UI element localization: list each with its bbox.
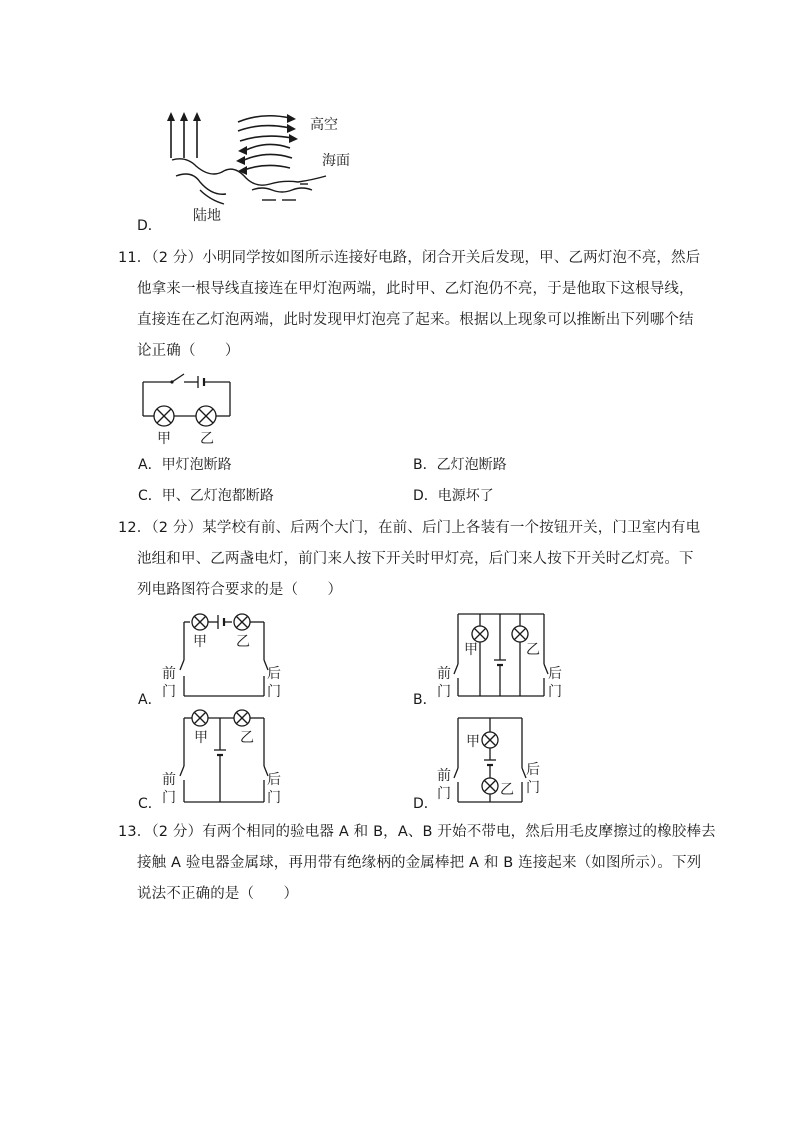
wind-upper-3 bbox=[240, 136, 292, 141]
svg-text:乙: 乙 bbox=[526, 642, 540, 658]
q12-line-2: 池组和甲、乙两盏电灯，前门来人按下开关时甲灯亮，后门来人按下开关时乙灯亮。下 bbox=[137, 551, 694, 567]
svg-text:后: 后 bbox=[548, 666, 562, 682]
wind-lower-1 bbox=[246, 144, 290, 150]
q11-option-b[interactable]: B．乙灯泡断路 bbox=[413, 457, 507, 473]
q12-line-1: 12．（2 分）某学校有前、后两个大门，在前、后门上各装有一个按钮开关，门卫室内有电 bbox=[118, 520, 701, 536]
svg-text:门: 门 bbox=[162, 684, 176, 700]
q12-circuit-d[interactable] bbox=[436, 714, 566, 814]
svg-text:甲: 甲 bbox=[466, 734, 480, 750]
svg-text:后: 后 bbox=[267, 666, 281, 682]
wind-lower-2 bbox=[244, 154, 292, 160]
wind-lower-3 bbox=[244, 165, 290, 170]
svg-text:门: 门 bbox=[548, 684, 562, 700]
svg-text:前: 前 bbox=[162, 666, 176, 682]
svg-text:门: 门 bbox=[437, 786, 451, 802]
q11-option-d[interactable]: D．电源坏了 bbox=[413, 488, 494, 504]
q12-circuit-b[interactable] bbox=[436, 610, 566, 700]
svg-text:前: 前 bbox=[437, 768, 451, 784]
svg-text:门: 门 bbox=[267, 684, 281, 700]
svg-text:后: 后 bbox=[526, 762, 540, 778]
option-d-letter: D． bbox=[137, 218, 162, 234]
q11-line-1: 11．（2 分）小明同学按如图所示连接好电路，闭合开关后发现，甲、乙两灯泡不亮，然后 bbox=[118, 250, 701, 266]
svg-text:后: 后 bbox=[267, 772, 281, 788]
q12-option-a-letter[interactable]: A． bbox=[138, 692, 162, 708]
svg-text:前: 前 bbox=[162, 772, 176, 788]
q12-circuit-a[interactable] bbox=[160, 610, 290, 700]
q11-fig-label-yi: 乙 bbox=[200, 431, 214, 447]
q13-line-1: 13．（2 分）有两个相同的验电器 A 和 B，A、B 开始不带电，然后用毛皮摩擦过的橡胶棒去 bbox=[118, 824, 716, 840]
svg-text:乙: 乙 bbox=[500, 782, 514, 798]
svg-text:甲: 甲 bbox=[194, 730, 208, 746]
svg-text:乙: 乙 bbox=[236, 634, 250, 650]
svg-text:前: 前 bbox=[437, 666, 451, 682]
svg-text:门: 门 bbox=[437, 684, 451, 700]
sea-wave bbox=[252, 188, 312, 192]
q12-circuit-c[interactable] bbox=[160, 706, 290, 806]
q11-line-3: 直接连在乙灯泡两端，此时发现甲灯泡亮了起来。根据以上现象可以推断出下列哪个结 bbox=[137, 312, 694, 328]
sea-breeze-figure bbox=[0, 0, 794, 240]
q11-line-4: 论正确（ ） bbox=[137, 343, 240, 359]
wind-upper-2 bbox=[238, 126, 290, 131]
svg-text:甲: 甲 bbox=[193, 634, 207, 650]
q11-option-c[interactable]: C．甲、乙灯泡都断路 bbox=[138, 488, 274, 504]
svg-text:门: 门 bbox=[162, 790, 176, 806]
label-sea-surface: 海面 bbox=[322, 153, 350, 169]
svg-text:乙: 乙 bbox=[240, 730, 254, 746]
label-high-altitude: 高空 bbox=[310, 117, 338, 133]
svg-text:门: 门 bbox=[267, 790, 281, 806]
svg-text:门: 门 bbox=[526, 780, 540, 796]
q12-option-b-letter[interactable]: B． bbox=[413, 692, 437, 708]
q12-line-3: 列电路图符合要求的是（ ） bbox=[137, 582, 343, 598]
svg-text:甲: 甲 bbox=[464, 642, 478, 658]
q11-option-a[interactable]: A．甲灯泡断路 bbox=[138, 457, 232, 473]
q12-option-c-letter[interactable]: C． bbox=[138, 796, 162, 812]
label-land: 陆地 bbox=[193, 208, 221, 224]
q11-line-2: 他拿来一根导线直接连在甲灯泡两端，此时甲、乙灯泡仍不亮，于是他取下这根导线， bbox=[137, 281, 694, 297]
q13-line-2: 接触 A 验电器金属球，再用带有绝缘柄的金属棒把 A 和 B 连接起来（如图所示）。下列 bbox=[137, 855, 702, 871]
q11-circuit-figure bbox=[140, 370, 260, 450]
land-line bbox=[172, 159, 326, 185]
q11-fig-label-jia: 甲 bbox=[157, 431, 171, 447]
q13-line-3: 说法不正确的是（ ） bbox=[137, 886, 299, 902]
q12-option-d-letter[interactable]: D． bbox=[413, 796, 438, 812]
wind-upper-1 bbox=[238, 116, 290, 122]
